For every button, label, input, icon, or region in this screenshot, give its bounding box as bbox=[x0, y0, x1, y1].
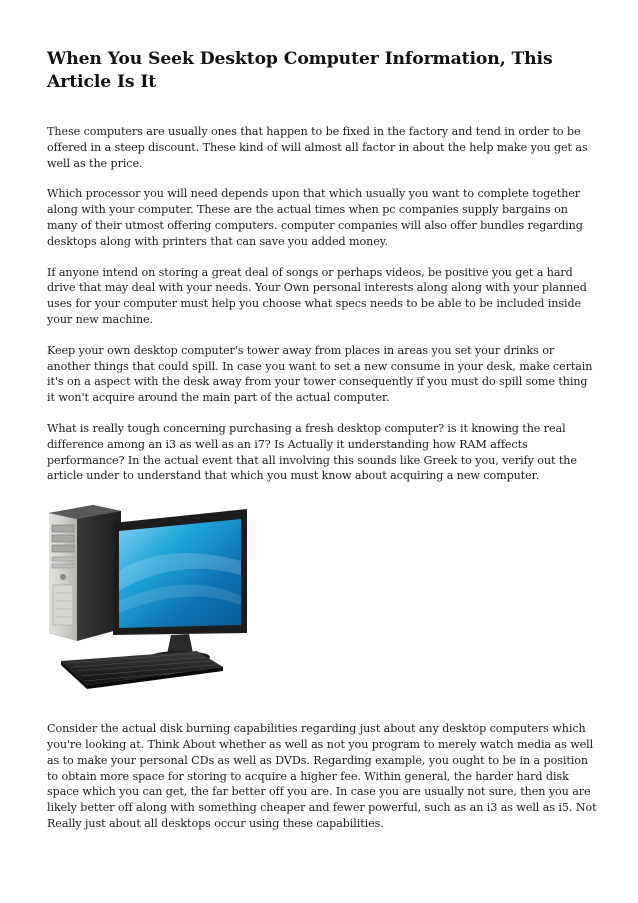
keyboard-icon bbox=[61, 651, 223, 689]
desktop-computer-image bbox=[47, 501, 251, 699]
paragraph-6: Consider the actual disk burning capabilities regarding just about any desktop computers which you're looking at. Think About whether as well as not you program to merely watch media as well as to make your personal CDs as well as DVDs. Regarding example, you ought to be in a position to obtain more space for storing to acquire a higher fee. Within general, the harder hard disk space which you can get, the far better off you are. In case you are usually not sure, then you are likely better off along with something cheaper and fewer powerful, such as an i3 as well as i5. Not Really just about all desktops occur using these capabilities. bbox=[47, 722, 597, 830]
document-page bbox=[47, 48, 597, 832]
paragraph-4: Keep your own desktop computer's tower away from places in areas you set your drinks or another things that could spill. In case you want to set a new consume in your desk, make certain it's on a aspect with the desk away from your tower consequently if you must do spill some thing it won't acquire around the main part of the actual computer. bbox=[47, 343, 593, 405]
monitor-icon bbox=[113, 509, 247, 663]
paragraph-1: These computers are usually ones that happen to be fixed in the factory and tend in order to be offered in a steep discount. These kind of will almost all factor in about the help make you get as well as the price. bbox=[47, 125, 588, 170]
paragraph-5: What is really tough concerning purchasing a fresh desktop computer? is it knowing the real difference among an i3 as well as an i7? Is Actually it understanding how RAM affects performance? In the actual event that all involving this sounds like Greek to you, verify out the article under to understand that which you must know about acquiring a new computer. bbox=[47, 421, 577, 483]
paragraph-2: Which processor you will need depends upon that which usually you want to complete together along with your computer. These are the actual times when pc companies supply bargains on many of their utmost offering computers. computer companies will also offer bundles regarding desktops along with printers that can save you added money. bbox=[47, 187, 583, 248]
paragraph-3: If anyone intend on storing a great deal of songs or perhaps videos, be positive you get a hard drive that may deal with your needs. Your Own personal interests along along with your planned uses for your computer must help you choose what specs needs to be able to be included inside your new machine. bbox=[47, 265, 587, 326]
article-title: When You Seek Desktop Computer Information, This Article Is It bbox=[47, 49, 553, 92]
tower-icon bbox=[49, 505, 121, 641]
